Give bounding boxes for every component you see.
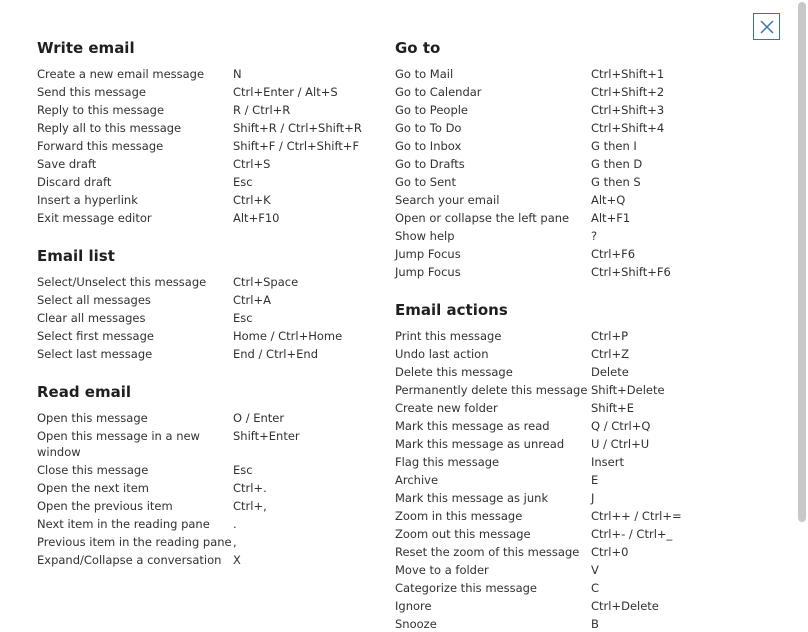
shortcut-keys: Insert <box>591 455 624 469</box>
shortcut-action: Open this message <box>37 411 148 425</box>
shortcut-keys: Ctrl+0 <box>591 545 629 559</box>
shortcut-action: Mark this message as unread <box>395 437 565 451</box>
shortcut-action: Categorize this message <box>395 581 538 595</box>
shortcut-action: Reply all to this message <box>37 121 182 135</box>
shortcut-keys: Esc <box>233 311 253 325</box>
shortcut-keys: Ctrl+Shift+2 <box>591 85 665 99</box>
shortcut-keys: Ctrl+- / Ctrl+_ <box>591 527 673 541</box>
shortcut-keys: O / Enter <box>233 411 285 425</box>
shortcut-action: Insert a hyperlink <box>37 193 138 207</box>
section-title: Go to <box>395 39 441 57</box>
shortcut-keys: J <box>591 491 595 505</box>
shortcut-action: Open the next item <box>37 481 150 495</box>
shortcut-keys: Ctrl+F6 <box>591 247 636 261</box>
shortcut-keys: Home / Ctrl+Home <box>233 329 343 343</box>
shortcut-keys: Ctrl+Space <box>233 275 299 289</box>
shortcut-action: Save draft <box>37 157 97 171</box>
vertical-scrollbar[interactable] <box>796 0 808 623</box>
shortcut-keys: E <box>591 473 599 487</box>
shortcut-action: Open the previous item <box>37 499 173 513</box>
shortcut-action: Zoom in this message <box>395 509 523 523</box>
close-button[interactable] <box>753 13 780 40</box>
shortcut-action: Search your email <box>395 193 500 207</box>
shortcut-action: Go to Drafts <box>395 157 465 171</box>
shortcut-action: Zoom out this message <box>395 527 531 541</box>
shortcut-action: Create new folder <box>395 401 498 415</box>
shortcut-keys: G then D <box>591 157 643 171</box>
section-title: Email actions <box>395 301 508 319</box>
shortcut-action: Forward this message <box>37 139 164 153</box>
shortcut-keys: Q / Ctrl+Q <box>591 419 651 433</box>
shortcut-action: Open this message in a new window <box>37 429 200 459</box>
shortcut-keys: G then S <box>591 175 641 189</box>
shortcut-keys: End / Ctrl+End <box>233 347 318 361</box>
shortcut-keys: Ctrl+Shift+4 <box>591 121 665 135</box>
shortcut-action: Go to Calendar <box>395 85 482 99</box>
shortcut-action: Archive <box>395 473 439 487</box>
shortcut-keys: Ctrl+K <box>233 193 271 207</box>
shortcut-keys: U / Ctrl+U <box>591 437 650 451</box>
shortcut-action: Flag this message <box>395 455 500 469</box>
shortcut-action: Snooze <box>395 617 437 631</box>
shortcut-keys: Alt+F10 <box>233 211 280 225</box>
shortcut-action: Create a new email message <box>37 67 205 81</box>
shortcut-keys: Ctrl+Shift+F6 <box>591 265 671 279</box>
shortcut-action: Expand/Collapse a conversation <box>37 553 222 567</box>
shortcut-action: Select all messages <box>37 293 151 307</box>
shortcut-keys: Alt+F1 <box>591 211 631 225</box>
shortcut-action: Discard draft <box>37 175 112 189</box>
shortcut-action: Clear all messages <box>37 311 146 325</box>
shortcut-keys: Ctrl+P <box>591 329 629 343</box>
shortcut-keys: C <box>591 581 600 595</box>
shortcut-keys: Esc <box>233 175 253 189</box>
shortcut-keys: Ctrl+Z <box>591 347 629 361</box>
section-title: Read email <box>37 383 132 401</box>
section-title: Write email <box>37 39 135 57</box>
shortcut-action: Undo last action <box>395 347 489 361</box>
shortcut-action: Open or collapse the left pane <box>395 211 570 225</box>
shortcut-keys: Ctrl+Shift+1 <box>591 67 665 81</box>
shortcut-keys: Ctrl+Shift+3 <box>591 103 665 117</box>
shortcut-action: Permanently delete this message <box>395 383 588 397</box>
shortcut-action: Select last message <box>37 347 153 361</box>
shortcut-action: Close this message <box>37 463 149 477</box>
shortcut-keys: Esc <box>233 463 253 477</box>
shortcut-keys: Ctrl+Delete <box>591 599 659 613</box>
shortcut-keys: G then I <box>591 139 637 153</box>
shortcut-action: Print this message <box>395 329 502 343</box>
shortcut-keys: X <box>233 553 241 567</box>
shortcut-action: Mark this message as junk <box>395 491 549 505</box>
shortcut-action: Show help <box>395 229 455 243</box>
shortcut-keys: Shift+Delete <box>591 383 665 397</box>
shortcut-action: Reset the zoom of this message <box>395 545 580 559</box>
shortcut-action: Exit message editor <box>37 211 152 225</box>
shortcut-keys: Ctrl++ / Ctrl+= <box>591 509 682 523</box>
shortcut-keys: Ctrl+A <box>233 293 271 307</box>
shortcut-action: Go to Mail <box>395 67 454 81</box>
shortcut-action: Reply to this message <box>37 103 165 117</box>
shortcut-keys: Shift+Enter <box>233 429 300 443</box>
shortcut-keys: Ctrl+S <box>233 157 271 171</box>
shortcut-action: Go to Inbox <box>395 139 462 153</box>
shortcut-keys: , <box>233 535 237 549</box>
shortcut-keys: Ctrl+Enter / Alt+S <box>233 85 338 99</box>
scrollbar-thumb[interactable] <box>798 2 806 522</box>
shortcut-action: Previous item in the reading pane <box>37 535 232 549</box>
shortcut-action: Go to To Do <box>395 121 462 135</box>
section-title: Email list <box>37 247 115 265</box>
shortcut-keys: N <box>233 67 242 81</box>
shortcut-keys: V <box>591 563 599 577</box>
shortcut-action: Go to People <box>395 103 469 117</box>
shortcut-keys: Shift+R / Ctrl+Shift+R <box>233 121 362 135</box>
shortcut-keys: B <box>591 617 599 631</box>
shortcut-action: Delete this message <box>395 365 513 379</box>
shortcut-keys: R / Ctrl+R <box>233 103 291 117</box>
shortcut-keys: ? <box>591 229 598 243</box>
shortcut-action: Jump Focus <box>395 265 461 279</box>
shortcut-action: Select first message <box>37 329 154 343</box>
shortcut-action: Go to Sent <box>395 175 456 189</box>
close-icon <box>759 19 775 35</box>
shortcut-keys: Shift+E <box>591 401 635 415</box>
shortcut-action: Mark this message as read <box>395 419 550 433</box>
shortcut-action: Move to a folder <box>395 563 489 577</box>
shortcut-keys: Delete <box>591 365 629 379</box>
shortcut-keys: Ctrl+, <box>233 499 267 513</box>
shortcut-keys: . <box>233 517 237 531</box>
shortcut-action: Next item in the reading pane <box>37 517 210 531</box>
shortcut-action: Send this message <box>37 85 146 99</box>
shortcut-keys: Alt+Q <box>591 193 626 207</box>
shortcut-keys: Ctrl+. <box>233 481 267 495</box>
shortcut-action: Jump Focus <box>395 247 461 261</box>
shortcut-keys: Shift+F / Ctrl+Shift+F <box>233 139 360 153</box>
shortcut-action: Select/Unselect this message <box>37 275 207 289</box>
shortcut-action: Ignore <box>395 599 432 613</box>
